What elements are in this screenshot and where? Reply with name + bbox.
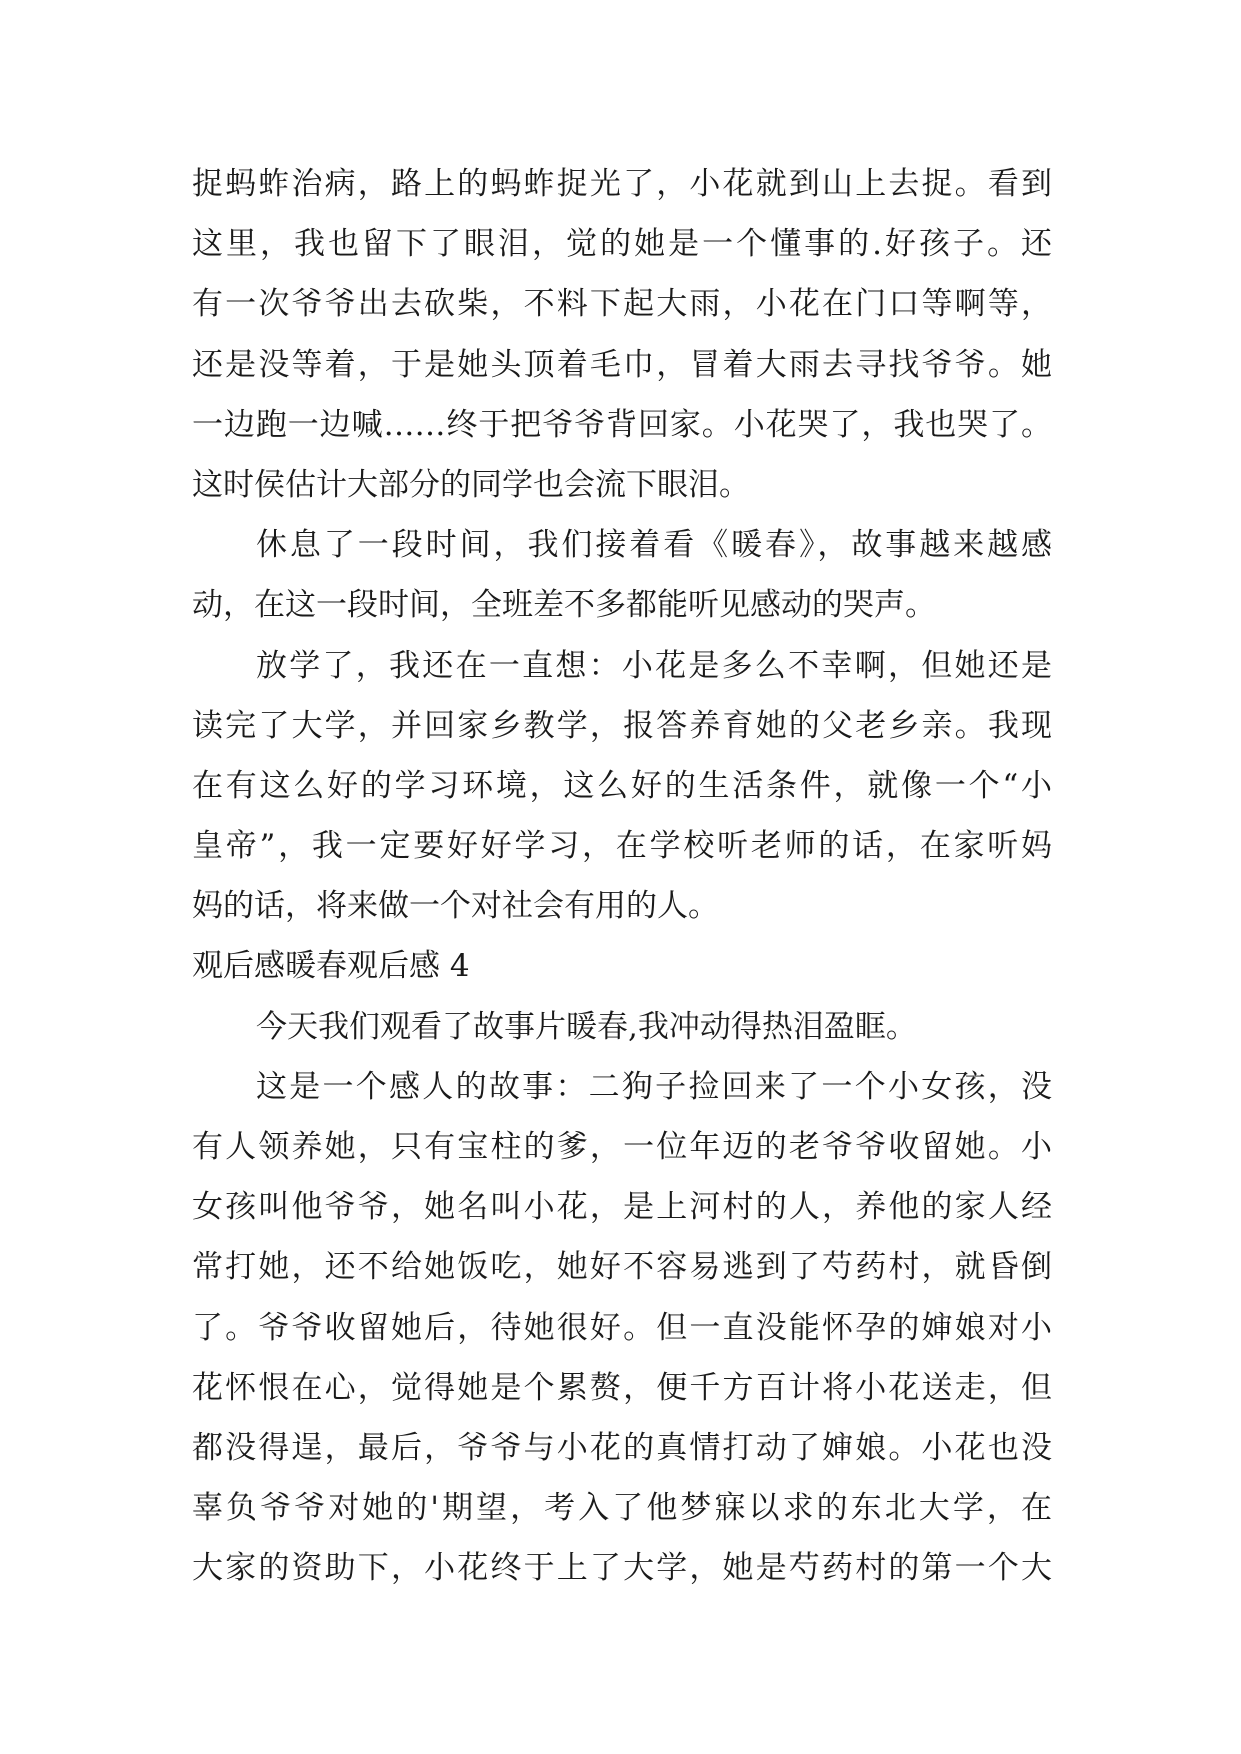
text-line: 有一次爷爷出去砍柴，不料下起大雨，小花在门口等啊等， — [192, 286, 1052, 323]
text-line: 女孩叫他爷爷，她名叫小花，是上河村的人，养他的家人经 — [192, 1189, 1052, 1226]
text-line: 花怀恨在心，觉得她是个累赘，便千方百计将小花送走，但 — [192, 1369, 1052, 1406]
text-line: 放学了，我还在一直想：小花是多么不幸啊，但她还是 — [256, 647, 1052, 684]
text-line: 这里，我也留下了眼泪，觉的她是一个懂事的.好孩子。还 — [192, 226, 1052, 263]
text-line: 常打她，还不给她饭吃，她好不容易逃到了芍药村，就昏倒 — [192, 1249, 1052, 1286]
text-line: 一边跑一边喊……终于把爷爷背回家。小花哭了，我也哭了。 — [192, 406, 1052, 443]
text-line: 今天我们观看了故事片暖春,我冲动得热泪盈眶。 — [256, 1008, 917, 1045]
section-heading: 观后感暖春观后感 4 — [192, 948, 470, 985]
text-line: 辜负爷爷对她的'期望，考入了他梦寐以求的东北大学，在 — [192, 1490, 1052, 1527]
text-line: 还是没等着，于是她头顶着毛巾，冒着大雨去寻找爷爷。她 — [192, 346, 1052, 383]
text-line: 在有这么好的学习环境，这么好的生活条件，就像一个“小 — [192, 767, 1052, 804]
document-body — [192, 154, 1052, 1599]
text-line: 皇帝”，我一定要好好学习，在学校听老师的话，在家听妈 — [192, 828, 1052, 865]
text-line: 妈的话，将来做一个对社会有用的人。 — [192, 888, 719, 925]
text-line: 读完了大学，并回家乡教学，报答养育她的父老乡亲。我现 — [192, 707, 1052, 744]
text-line: 都没得逞，最后，爷爷与小花的真情打动了婶娘。小花也没 — [192, 1429, 1052, 1466]
text-line: 动，在这一段时间，全班差不多都能听见感动的哭声。 — [192, 587, 936, 624]
text-line: 捉蚂蚱治病，路上的蚂蚱捉光了，小花就到山上去捉。看到 — [192, 166, 1052, 202]
text-line: 这时侯估计大部分的同学也会流下眼泪。 — [192, 466, 750, 503]
text-line: 大家的资助下，小花终于上了大学，她是芍药村的第一个大 — [192, 1550, 1052, 1587]
text-line: 休息了一段时间，我们接着看《暖春》，故事越来越感 — [256, 527, 1052, 564]
text-line: 了。爷爷收留她后，待她很好。但一直没能怀孕的婶娘对小 — [192, 1309, 1052, 1346]
text-line: 这是一个感人的故事：二狗子捡回来了一个小女孩，没 — [256, 1068, 1052, 1105]
text-line: 有人领养她，只有宝柱的爹，一位年迈的老爷爷收留她。小 — [192, 1129, 1052, 1165]
